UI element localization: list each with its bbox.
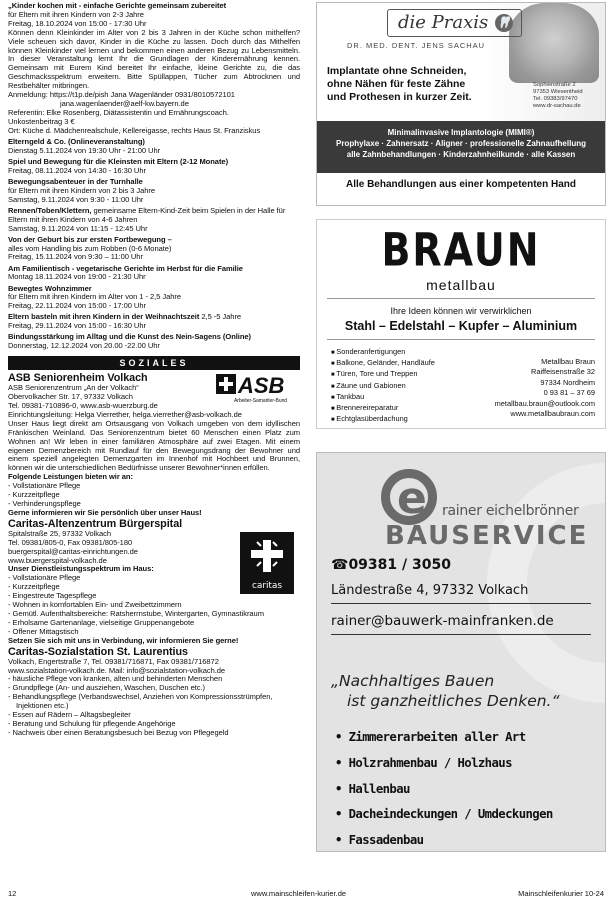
braun-service-item: ■ Türen, Tore und Treppen (331, 369, 435, 380)
caritas-address-line: Tel. 09381/805-0, Fax 09381/805-180 (8, 537, 133, 547)
caritas-closing: Setzen Sie sich mit uns in Verbindung, wir informieren Sie gerne! (8, 635, 239, 645)
sozialstation-service-item: - häusliche Pflege von kranken, alten und behinderten Menschen (8, 674, 223, 684)
braun-tagline: Ihre Ideen können wir verwirklichen (390, 306, 532, 316)
braun-service-item: ■ Echtglasüberdachung (331, 414, 435, 425)
event-detail: Ort: Küche d. Mädchenrealschule, Kellereigasse, rechts Haus St. Franziskus (8, 125, 261, 135)
bauservice-service-item: • Hallenbau (335, 777, 553, 803)
event-title-text: Bindungsstärkung im Alltag und die Kunst des Nein-Sagens (Online) (8, 332, 252, 342)
section-header-soziales: SOZIALES (8, 356, 300, 370)
sozialstation-services-list (8, 675, 300, 737)
asb-body: Unser Haus liegt direkt am Ortsausgang von Volkach umgeben von dem idyllischen Fränkischen Weinland. Das Seniorenzentrum bietet 60 Menschen einen Platz zum Wohnen an! Wir leben in einer familiären Atmosphäre auf zwei Etagen. Mit einem eigenen Demenzbereich mit Rundlauf für den Bewegungsdrang der Bewohner und einem speziell angelegten Demenzgarten im Innenhof mit Hochbeet und Brunnen, können wir die unterschiedlichen Bedürfnisse unserer Bewohner*innen erfüllen. (8, 418, 300, 473)
doctor-photo (509, 3, 599, 83)
quote-line: „Nachhaltiges Bauen (331, 672, 495, 690)
praxis-address-line: Sophienstraße 2 (533, 82, 576, 88)
caritas-service-item: - Vollstationäre Pflege (8, 573, 81, 583)
event-item (8, 207, 300, 234)
event-title-text: „Kinder kochen mit - einfache Gerichte gemeinsam zubereitet (8, 2, 227, 10)
event-detail: Freitag, 29.11.2024 von 15:00 - 16:30 Uhr (8, 321, 146, 331)
event-title-rest: gemeinsame Eltern-Kind-Zeit beim Spielen in der Halle für Eltern mit ihren Kindern von 4-6 Jahren (8, 205, 286, 224)
braun-contact (495, 357, 595, 419)
event-detail: Freitag, 22.11.2024 von 15:00 - 17:00 Uhr (8, 301, 146, 311)
caritas-logo-text: caritas (251, 580, 283, 591)
event-detail: für Eltern mit ihren Kindern von 2-3 Jahre (8, 9, 144, 19)
divider (327, 339, 595, 340)
sozialstation-service-item: - Grundpflege (An- und ausziehen, Waschen, Duschen etc.) (8, 683, 206, 693)
event-detail[interactable]: Anmeldung: https://t1p.de/pish Jana Wagenländer 0931/8010572101 (8, 90, 235, 100)
event-item (8, 265, 300, 283)
asb-phone-web[interactable]: Tel. 09381-710896-0, www.asb-wuerzburg.de (8, 401, 158, 411)
bauservice-email[interactable]: rainer@bauwerk-mainfranken.de (331, 613, 591, 635)
braun-service-item: ■ Sonderanfertigungen (331, 347, 435, 358)
asb-address-line: ASB Seniorenzentrum „An der Volkach“ (8, 383, 139, 393)
bauservice-service-item: • Dacheindeckungen / Umdeckungen (335, 802, 553, 828)
caritas-block (8, 518, 300, 646)
divider (327, 298, 595, 299)
event-title-rest: 2,5 -5 Jahre (199, 312, 242, 322)
footer-issue: Mainschleifenkurier 10-24 (518, 889, 604, 898)
sozialstation-service-item: - Essen auf Rädern – Alltagsbegleiter (8, 710, 131, 720)
praxis-website[interactable]: www.dr-sachau.de (533, 103, 581, 109)
event-detail: Montag 18.11.2024 von 19:00 - 21:30 Uhr (8, 272, 146, 282)
event-title-text: Am Familientisch - vegetarische Gerichte im Herbst für die Familie (8, 263, 243, 273)
caritas-cross-icon (247, 536, 287, 576)
event-detail: für Eltern mit ihren Kindern im Alter von 1 - 2,5 Jahre (8, 292, 182, 302)
asb-logo (216, 372, 294, 404)
asb-logo-text: ASB (238, 373, 285, 399)
event-item (8, 158, 300, 176)
sozialstation-title: Caritas-Sozialstation St. Laurentius (8, 645, 188, 658)
event-detail: Freitag, 08.11.2024 von 14:30 - 16:30 Uhr (8, 165, 146, 175)
braun-metals: Stahl – Edelstahl – Kupfer – Aluminium (344, 319, 578, 333)
caritas-service-item: - Wohnen in komfortablen Ein- und Zweibettzimmern (8, 600, 182, 610)
event-title-text: Bewegtes Wohnzimmer (8, 283, 92, 293)
event-title-text: Eltern basteln mit ihren Kindern in der Weihnachtszeit (8, 312, 200, 322)
caritas-address-line: Spitalstraße 25, 97332 Volkach (8, 528, 111, 538)
doctor-name: DR. MED. DENT. JENS SACHAU (347, 41, 486, 50)
footer-url[interactable]: www.mainschleifen-kurier.de (251, 889, 347, 898)
praxis-logo (387, 9, 522, 37)
caritas-logo (240, 532, 294, 594)
asb-offer: - Kurzzeitpflege (8, 490, 60, 500)
event-detail: Referentin: Elke Rosenberg, Diätassistentin und Ernährungscoach. (8, 107, 229, 117)
bauservice-service-item: • Zimmererarbeiten aller Art (335, 725, 553, 751)
bauservice-brand: BAUSERVICE (385, 521, 589, 551)
asb-logo-sub: Arbeiter-Samariter-Bund (234, 398, 288, 405)
event-item (8, 178, 300, 205)
slogan-line: ohne Nähen für feste Zähne (327, 78, 466, 90)
caritas-services-title: Unser Dienstleistungsspektrum im Haus: (8, 564, 154, 574)
braun-service-item: ■ Brennereireparatur (331, 403, 435, 414)
bauservice-street: Ländestraße 4, 97332 Volkach (331, 583, 591, 604)
event-detail: Können denn Kleinkinder im Alter von 2 bis 3 Jahren in der Küche schon mithelfen? Viele scheuen sich davor, Kinder in die Küche zu lassen. Doch durch das Mithelfen können Kleinkinder viel lernen und bekommen einen anderen Bezug zu Lebensmitteln. In dieser Veranstaltung lernt Ihr die Grundlagen der Kinderernährung kennen. Gemeinsam mit Eurem Kind bereitet Ihr einfache, kleine Gerichte zu, die das Geschmacksspektrum erweitern. Bitte Spüllappen, Tücher zum Abtrocknen und Restbehälter mitbringen. (8, 27, 300, 91)
slogan-line: und Prothesen in kurzer Zeit. (327, 91, 472, 103)
bauservice-service-item: • Holzrahmenbau / Holzhaus (335, 751, 553, 777)
event-detail: Samstag, 9.11.2024 von 11:15 - 12:45 Uhr (8, 223, 148, 233)
event-detail: für Eltern mit ihren Kindern von 2 bis 3 Jahre (8, 185, 156, 195)
sozialstation-web[interactable]: www.sozialstation-volkach.de. Mail: info@sozialstation-volkach.de (8, 665, 226, 675)
caritas-service-item: - Kurzzeitpflege (8, 582, 60, 592)
praxis-address-line: 97353 Wiesentheid (533, 89, 583, 95)
event-detail: Freitag, 18.10.2024 von 15:00 - 17:30 Uhr (8, 18, 147, 28)
asb-block (8, 372, 300, 518)
caritas-service-item: - Erholsame Gartenanlage, vielseitige Gruppenangebote (8, 617, 195, 627)
sozialstation-service-item: - Behandlungspflege (Verbandswechsel, Anziehen von Kompressionsstrümpfen, Injektionen etc.) (8, 692, 273, 711)
event-detail: Dienstag 5.11.2024 von 19:30 Uhr - 21:00 Uhr (8, 145, 161, 155)
asb-address-line: Obervolkacher Str. 17, 97332 Volkach (8, 392, 133, 402)
event-item (8, 313, 300, 331)
slogan-line: Implantate ohne Schneiden, (327, 65, 467, 77)
caritas-service-item: - Gemütl. Aufenthaltsbereiche: Ratsherrnstube, Wintergarten, Gymnastikraum (8, 608, 264, 618)
braun-email[interactable]: metallbau.braun@outlook.com (494, 398, 595, 408)
event-title-text: Bewegungsabenteuer in der Turnhalle (8, 176, 143, 186)
event-title-text: Von der Geburt bis zur ersten Fortbewegung – (8, 234, 172, 244)
braun-phone: 0 93 81 – 37 69 (543, 388, 595, 398)
braun-service-item: ■ Balkone, Geländer, Handläufe (331, 358, 435, 369)
event-title (8, 207, 300, 225)
braun-contact-line: Metallbau Braun (541, 357, 595, 366)
praxis-services-title: Minimalinvasive Implantologie (MIMI®) (387, 128, 535, 137)
bauservice-phone: ☎09381 / 3050 (331, 557, 451, 573)
ad-praxis-sachau[interactable] (316, 2, 606, 206)
event-detail: Unkostenbeitrag 3 € (8, 116, 75, 126)
event-title-text: Rennen/Toben/Klettern, (8, 205, 92, 215)
praxis-address (533, 82, 599, 110)
page-number: 12 (8, 889, 17, 898)
braun-service-item: ■ Tankbau (331, 392, 435, 403)
braun-services-list (331, 347, 435, 425)
asb-offer: - Vollstationäre Pflege (8, 481, 81, 491)
event-title-text: Spiel und Bewegung für die Kleinsten mit Eltern (2-12 Monate) (8, 156, 229, 166)
sozialstation-block (8, 646, 300, 738)
event-item (8, 2, 300, 136)
ad-praxis-top (317, 3, 605, 121)
event-detail: alles vom Handling bis zum Robben (0-6 Monate) (8, 243, 172, 253)
praxis-services-line: Prophylaxe · Zahnersatz · Aligner · professionelle Zahnaufhellung (336, 139, 586, 148)
praxis-phone: Tel. 09383/97470 (533, 96, 578, 102)
event-item (8, 236, 300, 263)
event-title-text: Elterngeld & Co. (Onlineveranstaltung) (8, 136, 145, 146)
bauservice-logo-letter: e (397, 473, 427, 524)
event-item (8, 285, 300, 312)
asb-closing: Gerne informieren wir Sie persönlich über unser Haus! (8, 507, 202, 517)
bauservice-service-item: • Fassadenbau (335, 828, 553, 852)
praxis-slogan (327, 65, 497, 104)
braun-contact-line: Raiffeisenstraße 32 (531, 367, 595, 377)
asb-offers-title: Folgende Leistungen bieten wir an: (8, 472, 133, 482)
caritas-title: Caritas-Altenzentrum Bürgerspital (8, 517, 183, 530)
event-detail: Donnerstag, 12.12.2024 von 20.00 -22.00 Uhr (8, 341, 160, 351)
event-item (8, 333, 300, 351)
event-list (8, 2, 300, 351)
event-detail: Freitag, 15.11.2024 von 9:30 – 11:00 Uhr (8, 252, 143, 262)
asb-title: ASB Seniorenheim Volkach (8, 372, 148, 385)
event-item (8, 138, 300, 156)
caritas-service-item: - Offener Mittagstisch (8, 626, 79, 636)
events-column (8, 2, 300, 874)
ad-bauservice[interactable] (316, 452, 606, 852)
braun-website[interactable]: www.metallbaubraun.com (510, 409, 595, 419)
asb-contact[interactable]: Einrichtungsleitung: Helga Vierrether, helga.vierrether@asb-volkach.de (8, 409, 242, 419)
asb-offer: - Verhinderungspflege (8, 499, 81, 508)
sozialstation-address: Volkach, Engertstraße 7, Tel. 09381/716871, Fax 09381/716872 (8, 656, 219, 666)
caritas-service-item: - Eingestreute Tagespflege (8, 591, 97, 601)
praxis-services-band (317, 121, 605, 173)
sozialstation-service-item: - Nachweis über einen Beratungsbesuch bei Bezug von Pflegegeld (8, 727, 229, 737)
braun-contact-line: 97334 Nordheim (540, 377, 595, 387)
bauservice-owner: rainer eichelbrönner (442, 503, 579, 519)
praxis-bottom-line: Alle Behandlungen aus einer kompetenten Hand (345, 179, 577, 190)
braun-brand: BRAUN (381, 223, 541, 277)
event-detail[interactable]: jana.wagenlaender@aelf-kw.bayern.de (60, 98, 189, 108)
praxis-logo-text: die Praxis (398, 12, 489, 33)
bauservice-quote (331, 671, 560, 711)
bauservice-services-list (335, 725, 553, 852)
caritas-email[interactable]: buergerspital@caritas-einrichtungen.de (8, 546, 138, 556)
sozialstation-service-item: - Beratung und Schulung für pflegende Angehörige (8, 718, 176, 728)
braun-sub: metallbau (426, 277, 496, 293)
braun-service-item: ■ Zäune und Gabionen (331, 381, 435, 392)
event-detail: Samstag, 9.11.2024 von 9:30 - 11:00 Uhr (8, 194, 144, 204)
ad-metallbau-braun[interactable] (316, 219, 606, 429)
caritas-web[interactable]: www.buergerspital-volkach.de (8, 555, 107, 565)
tooth-icon: 🦷 (495, 14, 513, 32)
quote-line: ist ganzheitliches Denken.“ (347, 692, 560, 710)
praxis-services-line: alle Zahnbehandlungen · Kinderzahnheilkunde · alle Kassen (346, 150, 576, 159)
